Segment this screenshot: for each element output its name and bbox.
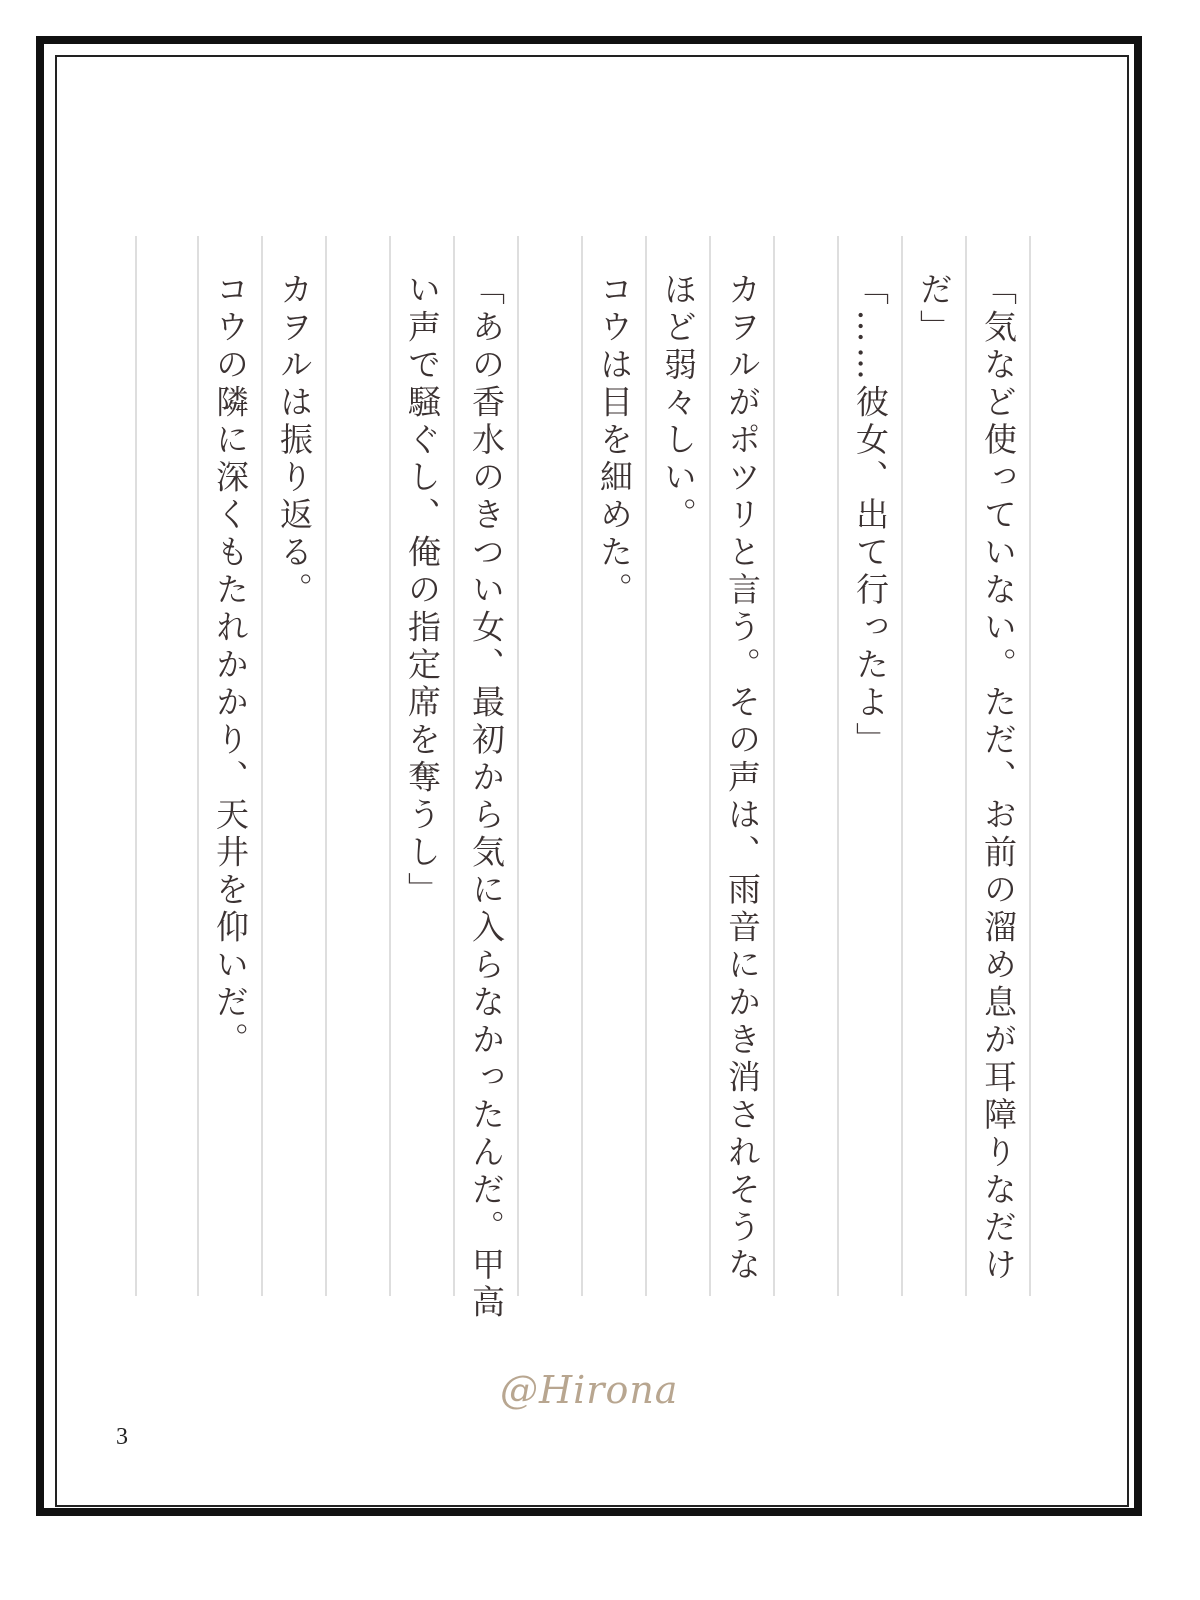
text-column xyxy=(967,236,1031,1296)
text-column xyxy=(135,236,199,1296)
text-column xyxy=(839,236,903,1296)
column-text: だ」 xyxy=(915,272,954,347)
vertical-text-body xyxy=(151,236,1031,1322)
page-number: 3 xyxy=(116,1424,128,1450)
text-column xyxy=(455,236,519,1322)
text-column xyxy=(903,236,967,1296)
text-column xyxy=(583,236,647,1296)
text-column xyxy=(391,236,455,1296)
text-column xyxy=(327,236,391,1296)
text-column xyxy=(647,236,711,1296)
text-column xyxy=(711,236,775,1296)
column-text: 「あの香水のきつい女、最初から気に入らなかったんだ。甲高 xyxy=(467,272,506,1322)
author-signature: @Hirona xyxy=(500,1368,679,1412)
column-text: 「……彼女、出て行ったよ」 xyxy=(851,272,890,760)
column-text: 「気など使っていない。ただ、お前の溜め息が耳障りなだけ xyxy=(979,272,1018,1285)
column-text: コウは目を細めた。 xyxy=(595,272,634,610)
text-column xyxy=(519,236,583,1296)
text-column xyxy=(775,236,839,1296)
text-column xyxy=(199,236,263,1296)
column-text: い声で騒ぐし、俺の指定席を奪うし」 xyxy=(403,272,442,910)
text-column xyxy=(263,236,327,1296)
column-text: カヲルがポツリと言う。その声は、雨音にかき消されそうな xyxy=(723,272,762,1285)
column-text: カヲルは振り返る。 xyxy=(275,272,314,610)
column-text: コウの隣に深くもたれかかり、天井を仰いだ。 xyxy=(211,272,250,1060)
column-text: ほど弱々しい。 xyxy=(659,272,698,535)
